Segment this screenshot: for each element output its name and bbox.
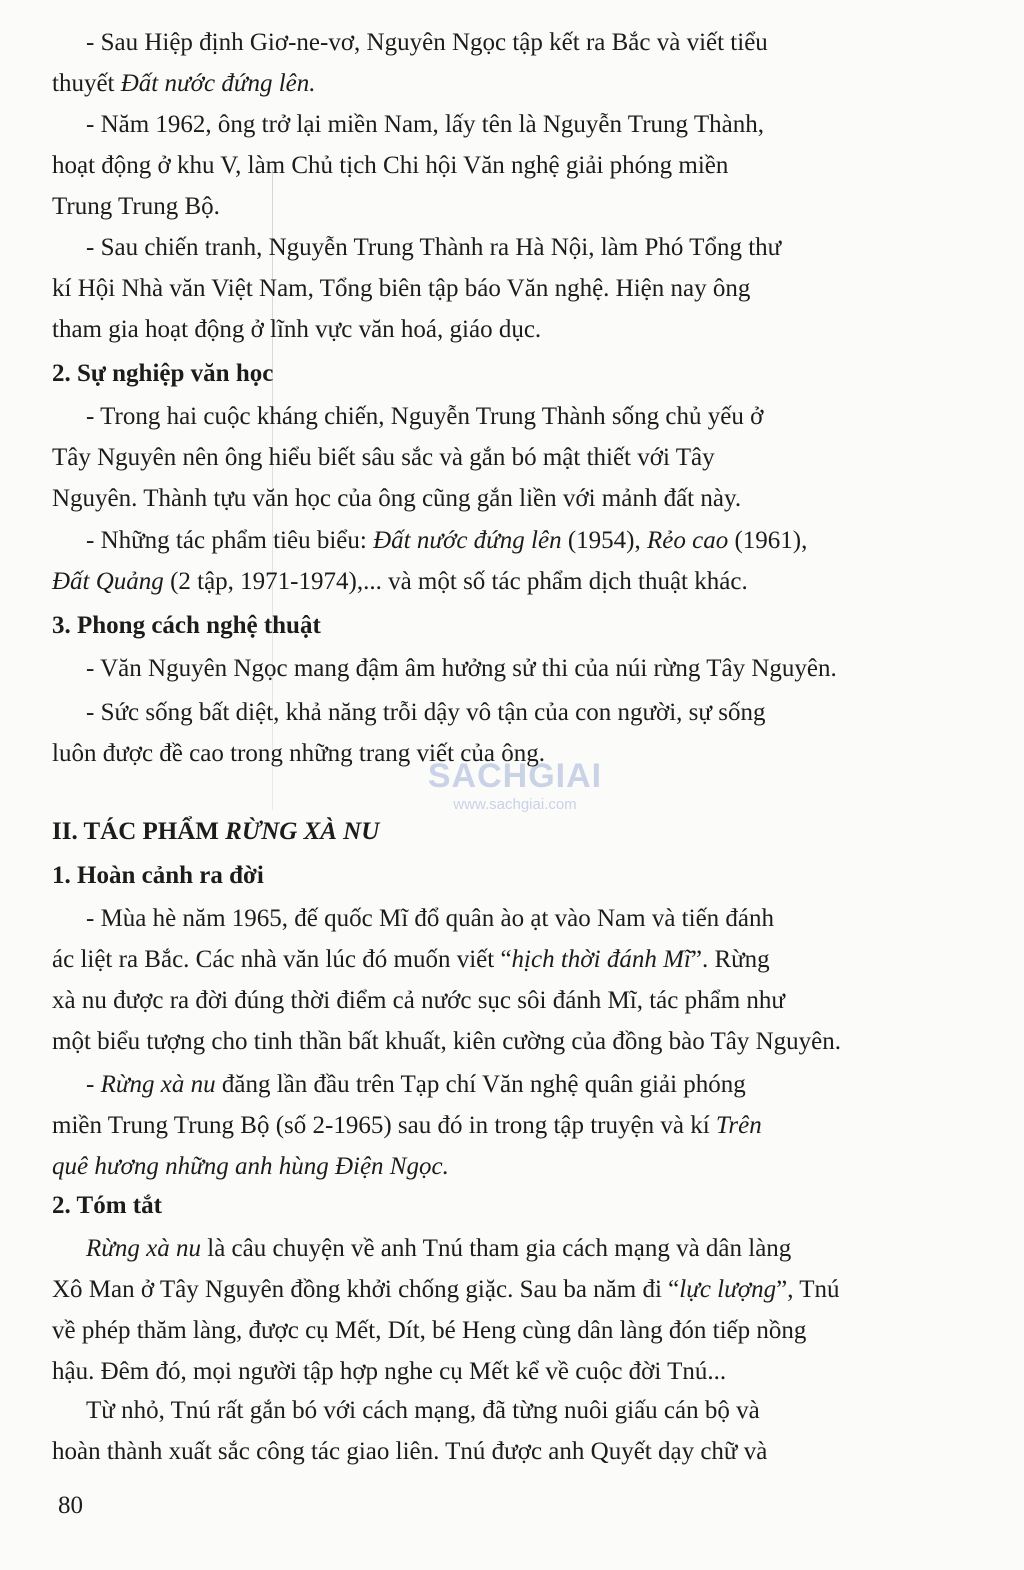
text-line: - Văn Nguyên Ngọc mang đậm âm hưởng sử thi của núi rừng Tây Nguyên.	[86, 655, 837, 682]
text-line: Nguyên. Thành tựu văn học của ông cũng gắn liền với mảnh đất này.	[52, 485, 742, 512]
text-line: thuyết Đất nước đứng lên.	[52, 70, 316, 97]
paragraph-epic	[52, 648, 972, 689]
paragraph-tay-nguyen	[52, 396, 972, 519]
text-line: - Mùa hè năm 1965, đế quốc Mĩ đổ quân ào ạt vào Nam và tiến đánh	[86, 905, 775, 932]
paragraph-publication	[52, 1064, 972, 1187]
text-line: miền Trung Trung Bộ (số 2-1965) sau đó in trong tập truyện và kí Trên	[52, 1112, 762, 1139]
paragraph-summary	[52, 1228, 972, 1392]
paragraph-after-war	[52, 227, 972, 350]
text-line: Trung Trung Bộ.	[52, 193, 220, 220]
text-line: - Năm 1962, ông trở lại miền Nam, lấy tên là Nguyễn Trung Thành,	[86, 111, 764, 138]
heading-circumstances: 1. Hoàn cảnh ra đời	[52, 862, 264, 889]
paragraph-childhood	[52, 1390, 972, 1472]
text-line: ác liệt ra Bắc. Các nhà văn lúc đó muốn viết “hịch thời đánh Mĩ”. Rừng	[52, 946, 770, 973]
text-line: Từ nhỏ, Tnú rất gắn bó với cách mạng, đã từng nuôi giấu cán bộ và	[86, 1397, 760, 1424]
watermark-url: www.sachgiai.com	[453, 796, 577, 813]
text-line: - Rừng xà nu đăng lần đầu trên Tạp chí Văn nghệ quân giải phóng	[86, 1071, 746, 1098]
heading-art-style: 3. Phong cách nghệ thuật	[52, 612, 321, 639]
paragraph-1962	[52, 104, 972, 227]
text-line: tham gia hoạt động ở lĩnh vực văn hoá, giáo dục.	[52, 316, 542, 343]
watermark-brand: SACHGIAI	[427, 757, 603, 795]
text-line: Rừng xà nu là câu chuyện về anh Tnú tham gia cách mạng và dân làng	[86, 1235, 792, 1262]
paragraph-works	[52, 520, 972, 602]
text-line: xà nu được ra đời đúng thời điểm cả nước sục sôi đánh Mĩ, tác phẩm như	[52, 987, 785, 1014]
text-line: - Trong hai cuộc kháng chiến, Nguyễn Trung Thành sống chủ yếu ở	[86, 403, 764, 430]
paragraph-geneva	[52, 22, 972, 104]
paragraph-1965	[52, 898, 972, 1062]
page-number: 80	[58, 1492, 83, 1519]
text-line: kí Hội Nhà văn Việt Nam, Tổng biên tập báo Văn nghệ. Hiện nay ông	[52, 275, 751, 302]
text-line: một biểu tượng cho tinh thần bất khuất, kiên cường của đồng bào Tây Nguyên.	[52, 1028, 842, 1055]
text-line: Xô Man ở Tây Nguyên đồng khởi chống giặc. Sau ba năm đi “lực lượng”, Tnú	[52, 1276, 840, 1303]
heading-summary: 2. Tóm tắt	[52, 1192, 162, 1219]
heading-literary-career: 2. Sự nghiệp văn học	[52, 360, 274, 387]
text-line: - Sau chiến tranh, Nguyễn Trung Thành ra Hà Nội, làm Phó Tổng thư	[86, 234, 782, 261]
text-line: - Những tác phẩm tiêu biểu: Đất nước đứng lên (1954), Rẻo cao (1961),	[86, 527, 808, 554]
text-line: luôn được đề cao trong những trang viết của ông.	[52, 740, 545, 767]
text-line: về phép thăm làng, được cụ Mết, Dít, bé Heng cùng dân làng đón tiếp nồng	[52, 1317, 807, 1344]
paragraph-vitality	[52, 692, 972, 774]
text-line: - Sức sống bất diệt, khả năng trỗi dậy vô tận của con người, sự sống	[86, 699, 766, 726]
text-line: hậu. Đêm đó, mọi người tập hợp nghe cụ Mết kể về cuộc đời Tnú...	[52, 1358, 727, 1385]
text-line: Tây Nguyên nên ông hiểu biết sâu sắc và gắn bó mật thiết với Tây	[52, 444, 715, 471]
italic-title: Đất nước đứng lên.	[120, 70, 316, 97]
text-line: Đất Quảng (2 tập, 1971-1974),... và một số tác phẩm dịch thuật khác.	[52, 568, 748, 595]
text-line: hoạt động ở khu V, làm Chủ tịch Chi hội Văn nghệ giải phóng miền	[52, 152, 729, 179]
text-line: quê hương những anh hùng Điện Ngọc.	[52, 1153, 449, 1180]
text-line: hoàn thành xuất sắc công tác giao liên. Tnú được anh Quyết dạy chữ và	[52, 1438, 768, 1465]
text-line: - Sau Hiệp định Giơ-ne-vơ, Nguyên Ngọc tập kết ra Bắc và viết tiểu	[86, 29, 768, 56]
heading-work-title: II. TÁC PHẨM RỪNG XÀ NU	[52, 818, 380, 845]
